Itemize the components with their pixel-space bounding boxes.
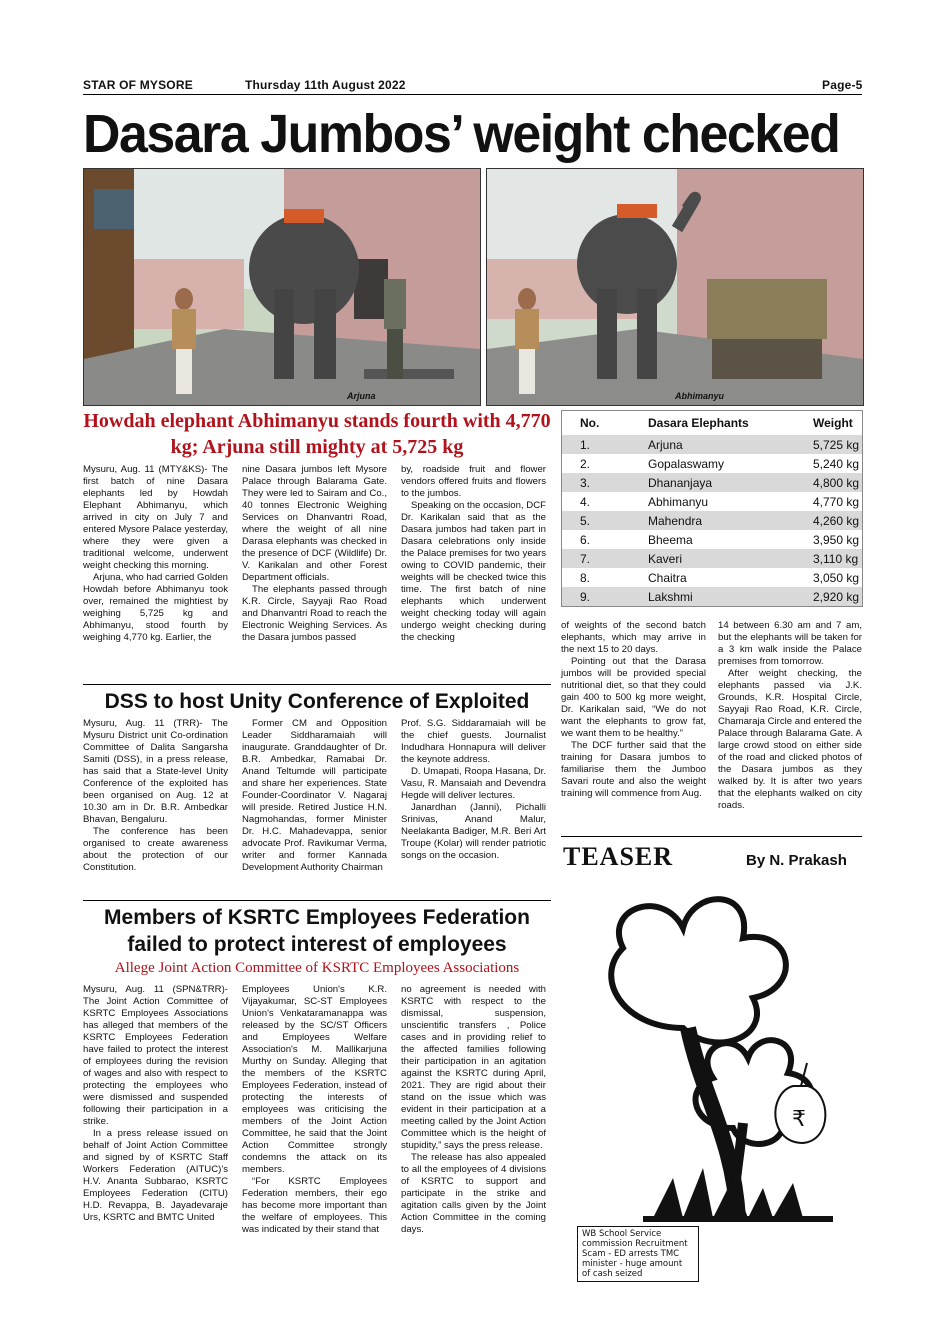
ksrtc-col-1 (83, 984, 228, 1224)
table-row (562, 568, 862, 587)
lead-para: The DCF further said that the training for Dasara jumbos to familiarise them the Jumboo Savari route and also the weight training will commence from Aug. (561, 740, 706, 799)
dss-col-1 (83, 718, 228, 874)
cell-no: 2. (580, 456, 591, 471)
cell-name: Mahendra (648, 513, 703, 528)
cell-weight: 3,950 kg (813, 532, 860, 547)
ksrtc-para: The release has also appealed to all the employees of 4 divisions of KSRTC to support and participate in the strike and agitation calls given by the Joint Action Committee in the coming days. (401, 1152, 546, 1235)
table-row (562, 530, 862, 549)
ksrtc-para: In a press release issued on behalf of Joint Action Committee and signed by of KSRTC Staff Workers Federation (AITUC)'s H.V. Ananta Subbarao, KSRTC Employees Federation (CITU) H.D. Revappa, B. Jayadevaraje Urs, KSRTC and BMTC United (83, 1128, 228, 1223)
lead-col-4 (561, 620, 706, 800)
dss-col-3 (401, 718, 546, 862)
lead-para: After weight checking, the elephants passed via J.K. Grounds, K.R. Hospital Circle, Sayyaji Rao Road, K.R. Circle, Chamaraja Circle and entered the Palace through Balarama Gate. A large crowd stood on either side of the road and clicked photos of the Dasara jumbos as they walked by. It is after two years that the elephants walked on city roads. (718, 668, 862, 811)
weight-table-box (561, 410, 863, 607)
teaser-cartoon (563, 878, 861, 1279)
lead-col-1 (83, 464, 228, 644)
cell-no: 1. (580, 437, 591, 452)
cell-no: 6. (580, 532, 591, 547)
lead-para: Pointing out that the Darasa jumbos will be provided special nutritional diet, so that they could gain 400 to 500 kg more weight, Dr. Karikalan said, “We do not want the elephants to grow fat, we want them to be healthy.” (561, 656, 706, 739)
dss-para: Mysuru, Aug. 11 (TRR)- The Mysuru District unit Co-ordination Committee of Dalita Sangarsha Samiti (DSS), in a press release, has said that a State-level Unity Conference of the exploited has been organised on Aug. 12 at 10.30 am in Dr. B.R. Ambedkar Bhavan, Bengaluru. (83, 718, 228, 825)
table-row (562, 473, 862, 492)
table-header-name: Dasara Elephants (648, 416, 749, 430)
cartoon-caption-box (577, 1226, 699, 1282)
table-header-weight: Weight (813, 416, 853, 430)
cartoon-caption-line: minister - huge amount (582, 1259, 683, 1269)
lead-col-3 (401, 464, 546, 644)
cell-name: Arjuna (648, 437, 683, 452)
issue-date: Thursday 11th August 2022 (245, 78, 406, 92)
photo-abhimanyu (486, 168, 864, 406)
cell-weight: 4,260 kg (813, 513, 860, 528)
dss-para: Janardhan (Janni), Pichalli Srinivas, Anand Malur, Neelakanta Badiger, M.R. Beri Art Troupe (Kolar) will render patriotic songs on the occasion. (401, 802, 546, 861)
dss-rule (83, 684, 551, 685)
money-bag-icon (775, 1086, 825, 1143)
teaser-rule (561, 836, 862, 837)
cell-no: 7. (580, 551, 591, 566)
ksrtc-para: “For KSRTC Employees Federation members, their ego has become more important than the welfare of employees. This was indicated by their stand that (242, 1176, 387, 1235)
cell-weight: 4,770 kg (813, 494, 860, 509)
photo-arjuna (83, 168, 481, 406)
lead-para: Speaking on the occasion, DCF Dr. Karikalan said that as the Dasara jumbos had taken part in Dasara celebrations only inside the Palace premises for two years owing to COVID pandemic, their weights will be checked twice this time. The first batch of nine elephants which underwent weight checking today will again undergo weight checking during the checking (401, 500, 546, 643)
ksrtc-col-2 (242, 984, 387, 1236)
cartoon-caption-line: commission Recruitment (582, 1239, 688, 1249)
table-row (562, 587, 862, 606)
cell-no: 8. (580, 570, 591, 585)
cell-weight: 5,240 kg (813, 456, 860, 471)
table-row (562, 454, 862, 473)
ksrtc-headline: Members of KSRTC Employees Federation failed to protect interest of employees (104, 906, 530, 956)
cell-no: 4. (580, 494, 591, 509)
lead-para: nine Dasara jumbos left Mysore Palace through Balarama Gate. They were led to Sairam and Co., 40 tonnes Electronic Weighing Services on Dhanvantri Road, where the weight of all nine Darasa elephants was checked in the presence of DCF (Wildlife) Dr. V. Karikalan and other Forest Department officials. (242, 464, 387, 583)
cell-name: Abhimanyu (648, 494, 709, 509)
lead-para: of weights of the second batch elephants, which may arrive in the next 15 to 20 days. (561, 620, 706, 655)
cell-name: Kaveri (648, 551, 683, 566)
ksrtc-subhead: Allege Joint Action Committee of KSRTC Employees Associations (114, 960, 520, 976)
paper-name: STAR OF MYSORE (83, 78, 193, 92)
lead-col-5 (718, 620, 862, 812)
cell-weight: 3,110 kg (813, 551, 859, 566)
lead-para: by, roadside fruit and flower vendors offered fruits and flowers to the jumbos. (401, 464, 546, 499)
table-row (562, 435, 862, 454)
cell-no: 5. (580, 513, 591, 528)
cartoon-caption-line: Scam - ED arrests TMC (582, 1249, 680, 1259)
lead-para: 14 between 6.30 am and 7 am, but the elephants will be taken for a 3 km walk inside the Palace premises from tomorrow. (718, 620, 862, 667)
dss-para: Prof. S.G. Siddaramaiah will be the chief guests. Journalist Indudhara Honnapura will deliver the keynote address. (401, 718, 546, 765)
ksrtc-col-3 (401, 984, 546, 1236)
caption-abhimanyu: Abhimanyu (675, 391, 725, 401)
main-headline: Dasara Jumbos’ weight checked (83, 104, 840, 164)
cell-name: Gopalaswamy (648, 456, 725, 471)
teaser-title: TEASER (563, 842, 674, 871)
cell-no: 3. (580, 475, 591, 490)
teaser-byline: By N. Prakash (746, 852, 847, 869)
dss-para: The conference has been organised to create awareness about the protection of our Constitution. (83, 826, 228, 873)
dss-para: Former CM and Opposition Leader Siddharamaiah will inaugurate. Granddaughter of Dr. B.R. Ambedkar, Ramabai Dr. Anand Teltumde will participate and share her experiences. State Founder-Coordinator V. Nagaraj will preside. Retired Justice H.N. Nagmohandas, former Minister Dr. H.C. Mahadevappa, senior advocate Prof. Ravikumar Verma, writer and former Kannada Development Authority Chairman (242, 718, 387, 873)
lead-para: The elephants passed through K.R. Circle, Sayyaji Rao Road and Dhanvantri Road to reach the Electronic Weighing Services. As the Dasara jumbos passed (242, 584, 387, 643)
cell-weight: 5,725 kg (813, 437, 860, 452)
ksrtc-rule (83, 900, 551, 901)
cell-no: 9. (580, 589, 591, 604)
cell-weight: 2,920 kg (813, 589, 860, 604)
cell-name: Chaitra (648, 570, 687, 585)
ksrtc-para: Employees Union's K.R. Vijayakumar, SC-ST Employees Union's Venkataramanappa was released by the SC/ST Officers and Employees Welfare Association's M. Mallikarjuna Murthy on Sunday. Alleging that the members of the KSRTC Employees Federation, instead of protecting the interests of employees was criticising the members of the Joint Action Committee, he said that the Joint Action Committee strongly condemns the attack on its members. (242, 984, 387, 1175)
table-row (562, 492, 862, 511)
cell-name: Lakshmi (648, 589, 693, 604)
rupee-icon: ₹ (792, 1107, 806, 1132)
cell-weight: 4,800 kg (813, 475, 860, 490)
cartoon-caption-line: WB School Service (582, 1229, 662, 1239)
page-number: Page-5 (822, 78, 863, 92)
caption-arjuna: Arjuna (347, 391, 376, 401)
lead-col-2 (242, 464, 387, 644)
table-row (562, 511, 862, 530)
header-rule (83, 94, 862, 95)
ksrtc-para: no agreement is needed with KSRTC with respect to the dismissal, suspension, unscientific transfers , Police cases and in providing relief to the affected families following their participation in an agitation against the KSRTC during April, 2021. They are rigid about their stand on the issue which was evident in their participation at a meeting called by the Joint Action Committee which is the height of stupidity,” says the press release. (401, 984, 546, 1151)
cell-name: Bheema (648, 532, 693, 547)
cell-name: Dhananjaya (648, 475, 713, 490)
table-row (562, 549, 862, 568)
table-header-no: No. (580, 416, 600, 430)
cell-weight: 3,050 kg (813, 570, 860, 585)
lead-para: Mysuru, Aug. 11 (MTY&KS)- The first batch of nine Dasara elephants led by Howdah Elephant Abhimanyu, which arrived in city on July 7 and entered Mysore Palace yesterday, where they were given a traditional welcome, underwent weight checking this morning. (83, 464, 228, 571)
lead-para: Arjuna, who had carried Golden Howdah before Abhimanyu took over, remained the mightiest by weighing 5,725 kg and Abhimanyu, stood fourth by weighing 4,770 kg. Earlier, the (83, 572, 228, 643)
weight-table (562, 411, 862, 606)
cartoon-caption-line: of cash seized (582, 1269, 643, 1279)
dss-headline: DSS to host Unity Conference of Exploited (104, 690, 530, 713)
dss-col-2 (242, 718, 387, 874)
lead-subhead: Howdah elephant Abhimanyu stands fourth with 4,770 kg; Arjuna still mighty at 5,725 kg (83, 410, 551, 458)
ksrtc-para: Mysuru, Aug. 11 (SPN&TRR)- The Joint Action Committee of KSRTC Employees Associations has alleged that members of the KSRTC Employees Federation have failed to protect the interest of employees during the revision of wages and also with respect to protecting the employees who were dismissed and suspended following their participation in a strike. (83, 984, 228, 1127)
dss-para: D. Umapati, Roopa Hasana, Dr. Vasu, R. Mansaiah and Devendra Hegde will deliver lectures. (401, 766, 546, 801)
